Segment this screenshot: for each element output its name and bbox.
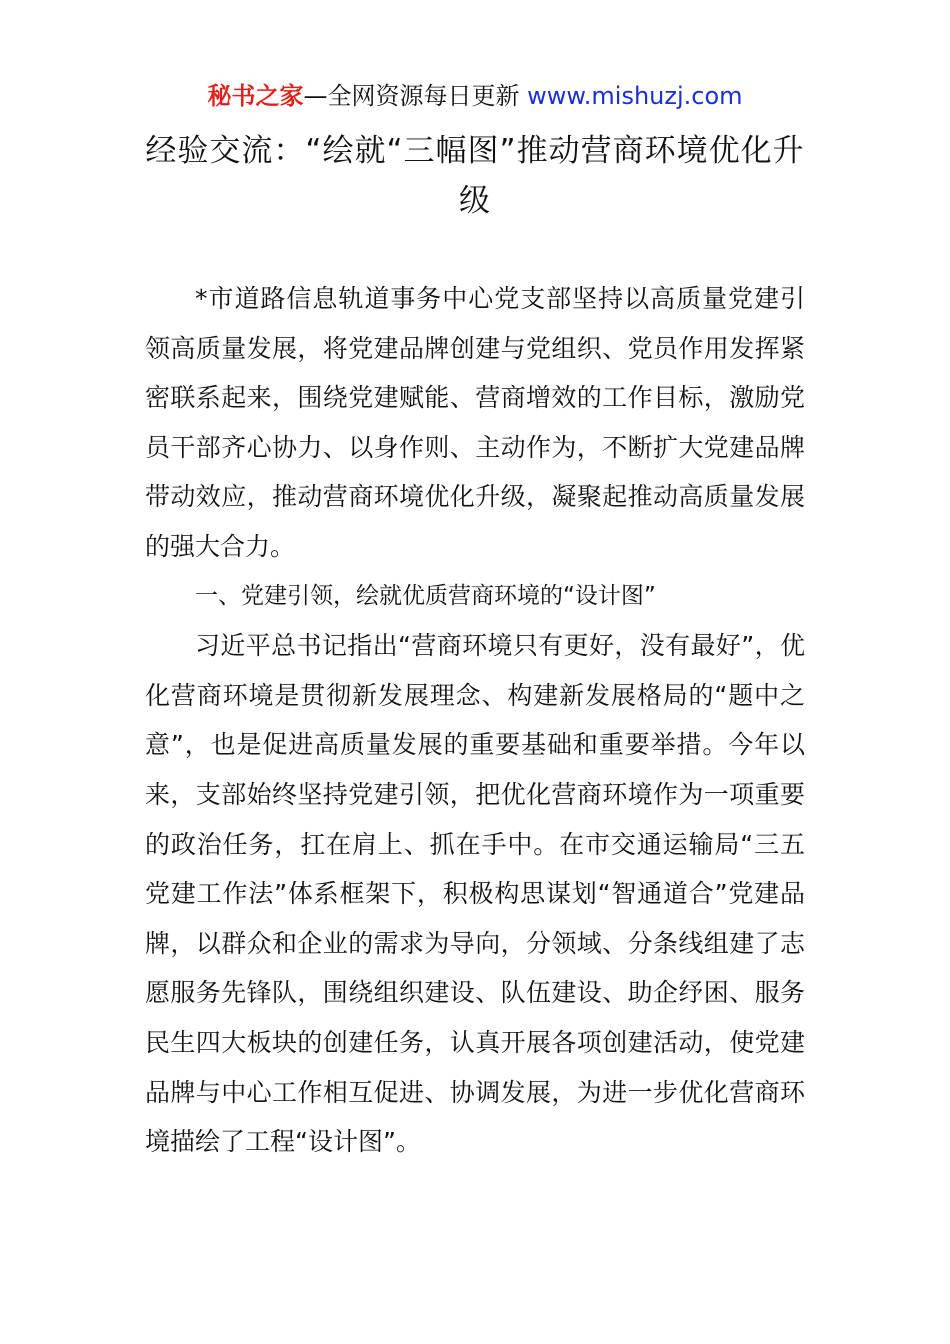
section-heading: 一、党建引领，绘就优质营商环境的“设计图” xyxy=(195,582,656,609)
document-body xyxy=(145,274,805,1167)
section-paragraph: 习近平总书记指出“营商环境只有更好，没有最好”，优化营商环境是贯彻新发展理念、构建新发展格局的“题中之意”，也是促进高质量发展的重要基础和重要举措。今年以来，支部始终坚持党建引领，把优化营商环境作为一项重要的政治任务，扛在肩上、抓在手中。在市交通运输局“三五党建工作法”体系框架下，积极构思谋划“智通道合”党建品牌，以群众和企业的需求为导向，分领域、分条线组建了志愿服务先锋队，围绕组织建设、队伍建设、助企纾困、服务民生四大板块的创建任务，认真开展各项创建活动，使党建品牌与中心工作相互促进、协调发展，为进一步优化营商环境描绘了工程“设计图”。 xyxy=(145,631,805,1157)
document-title: 经验交流：“绘就“三幅图”推动营商环境优化升级 xyxy=(145,133,805,219)
site-tagline: —全网资源每日更新 xyxy=(303,82,528,110)
intro-paragraph: *市道路信息轨道事务中心党支部坚持以高质量党建引领高质量发展，将党建品牌创建与党组织、党员作用发挥紧密联系起来，围绕党建赋能、营商增效的工作目标，激励党员干部齐心协力、以身作则、主动作为，不断扩大党建品牌带动效应，推动营商环境优化升级，凝聚起推动高质量发展的强大合力。 xyxy=(145,284,805,561)
site-url-link[interactable]: www.mishuzj.com xyxy=(527,82,743,110)
site-name: 秘书之家 xyxy=(207,82,304,110)
site-header xyxy=(0,80,950,112)
